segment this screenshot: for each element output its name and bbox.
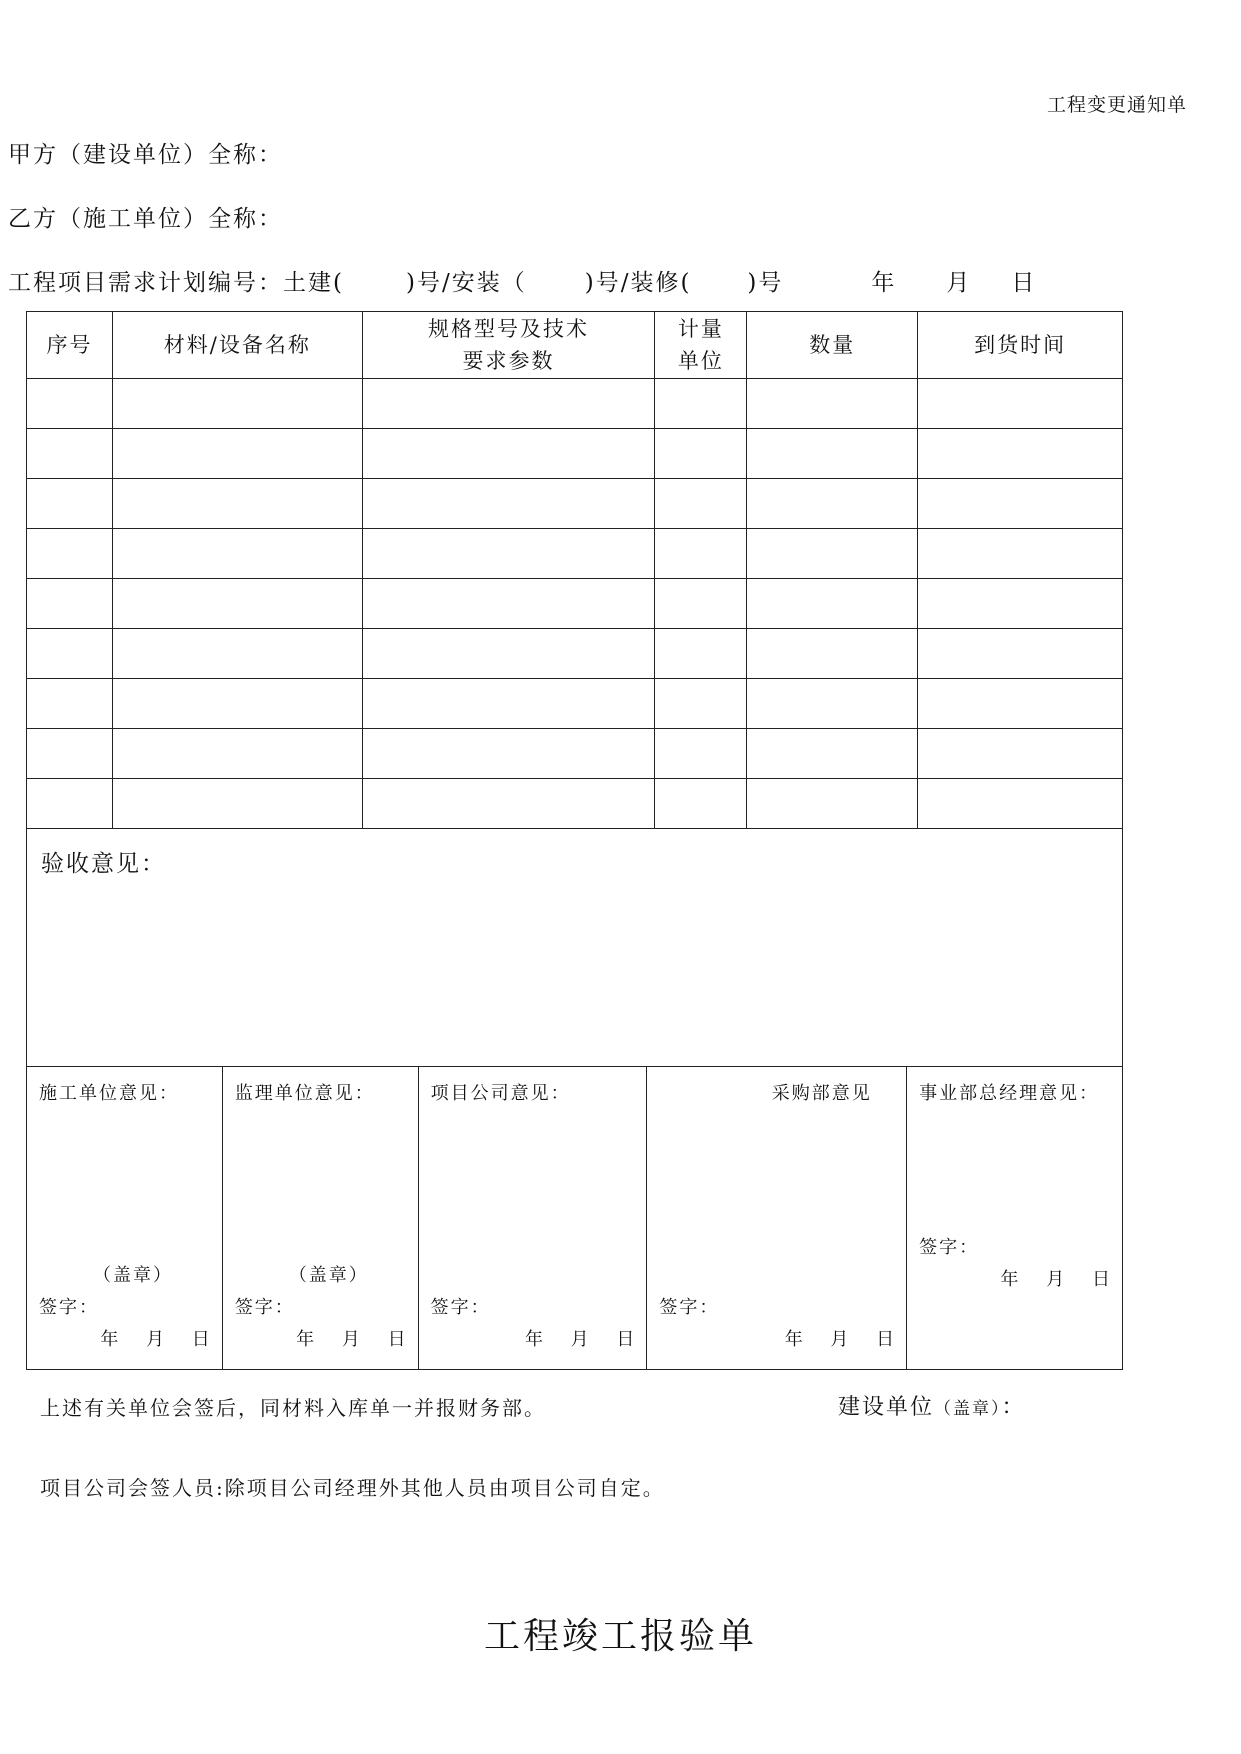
table-cell[interactable] [918,429,1123,479]
table-cell[interactable] [27,529,113,579]
plan-prefix: 工程项目需求计划编号：土建( [8,270,344,296]
table-cell[interactable] [655,779,747,829]
table-cell[interactable] [362,579,655,629]
contractor-title: 施工单位意见： [39,1083,179,1104]
table-cell[interactable] [747,429,918,479]
table-cell[interactable] [918,379,1123,429]
table-cell[interactable] [112,729,362,779]
table-cell[interactable] [27,779,113,829]
table-cell[interactable] [27,479,113,529]
table-cell[interactable] [112,529,362,579]
plan-install: )号/安装（ [405,270,527,296]
table-cell[interactable] [112,479,362,529]
table-cell[interactable] [27,429,113,479]
table-header-row [27,312,1123,379]
table-cell[interactable] [362,429,655,479]
table-cell[interactable] [747,579,918,629]
material-rows [27,379,1123,829]
purchasing-cell [647,1067,907,1370]
materials-table [26,311,1123,829]
header-spec-line1: 规格型号及技术 [428,317,590,341]
builder-seal: （盖章） [934,1399,1002,1419]
table-cell[interactable] [918,679,1123,729]
header-arrival: 到货时间 [918,312,1123,379]
completion-title: 工程竣工报验单 [483,1616,757,1657]
table-row [27,479,1123,529]
table-cell[interactable] [655,579,747,629]
table-cell[interactable] [362,379,655,429]
builder-seal-label [838,1390,1026,1421]
supervisor-seal: （盖章） [288,1265,369,1286]
table-cell[interactable] [918,629,1123,679]
table-cell[interactable] [747,679,918,729]
table-cell[interactable] [918,579,1123,629]
header-spec [362,312,655,379]
signature-row [27,1067,1123,1370]
project-company-date: 年 月 日 [524,1329,637,1350]
table-cell[interactable] [112,379,362,429]
plan-decor: )号/装修( [584,270,692,296]
table-cell[interactable] [362,779,655,829]
table-cell[interactable] [27,379,113,429]
project-company-cell [418,1067,647,1370]
table-cell[interactable] [655,529,747,579]
acceptance-label: 验收意见： [41,851,166,877]
party-b-label: 乙方（施工单位）全称： [8,206,283,232]
gm-date: 年 月 日 [1000,1269,1112,1290]
header-spec-line2: 要求参数 [462,349,555,373]
table-cell[interactable] [747,529,918,579]
header-qty: 数量 [747,312,918,379]
plan-day: 日 [1011,270,1037,296]
header-unit-line1: 计量 [677,317,724,341]
table-cell[interactable] [362,729,655,779]
contractor-cell [27,1067,223,1370]
header-seq: 序号 [27,312,113,379]
table-row [27,779,1123,829]
table-cell[interactable] [362,529,655,579]
acceptance-box [26,823,1123,1066]
plan-month: 月 [946,270,972,296]
purchasing-sign: 签字： [659,1297,720,1318]
signers-note: 项目公司会签人员:除项目公司经理外其他人员由项目公司自定。 [40,1476,665,1500]
table-cell[interactable] [655,629,747,679]
gm-title: 事业部总经理意见： [919,1083,1100,1104]
table-cell[interactable] [112,579,362,629]
table-cell[interactable] [747,729,918,779]
party-a-label: 甲方（建设单位）全称： [8,142,283,168]
supervisor-cell [222,1067,418,1370]
purchasing-title: 采购部意见 [771,1083,872,1104]
table-cell[interactable] [27,679,113,729]
table-cell[interactable] [747,629,918,679]
header-name: 材料/设备名称 [112,312,362,379]
table-cell[interactable] [918,779,1123,829]
table-row [27,429,1123,479]
gm-cell [907,1067,1123,1370]
table-cell[interactable] [362,629,655,679]
table-cell[interactable] [27,579,113,629]
table-row [27,629,1123,679]
table-cell[interactable] [655,379,747,429]
table-row [27,379,1123,429]
table-row [27,529,1123,579]
contractor-seal: （盖章） [93,1265,173,1286]
table-row [27,579,1123,629]
table-cell[interactable] [27,629,113,679]
table-cell[interactable] [112,679,362,729]
signature-table [26,1066,1123,1370]
table-cell[interactable] [655,479,747,529]
table-cell[interactable] [27,729,113,779]
table-cell[interactable] [747,779,918,829]
header-unit [655,312,747,379]
gm-sign: 签字： [919,1237,980,1258]
table-cell[interactable] [918,729,1123,779]
contractor-sign: 签字： [39,1297,99,1318]
project-company-title: 项目公司意见： [430,1083,571,1104]
countersign-note: 上述有关单位会签后，同材料入库单一并报财务部。 [40,1396,546,1420]
table-cell[interactable] [655,679,747,729]
table-cell[interactable] [655,729,747,779]
table-cell[interactable] [112,429,362,479]
project-company-sign: 签字： [430,1297,491,1318]
builder-label: 建设单位 [838,1395,935,1420]
header-unit-line2: 单位 [677,349,724,373]
header-note: 工程变更通知单 [1046,94,1187,116]
purchasing-date: 年 月 日 [784,1329,897,1350]
table-cell[interactable] [918,529,1123,579]
supervisor-date: 年 月 日 [296,1329,408,1350]
plan-end: )号 [747,270,784,296]
table-cell[interactable] [747,479,918,529]
table-cell[interactable] [112,779,362,829]
plan-year: 年 [871,270,897,296]
plan-number-line [8,264,1036,297]
table-row [27,679,1123,729]
table-cell[interactable] [362,679,655,729]
supervisor-title: 监理单位意见： [234,1083,375,1104]
table-row [27,729,1123,779]
table-cell[interactable] [655,429,747,479]
builder-colon: ： [1001,1395,1026,1420]
table-cell[interactable] [362,479,655,529]
table-cell[interactable] [918,479,1123,529]
table-cell[interactable] [747,379,918,429]
supervisor-sign: 签字： [234,1297,295,1318]
table-cell[interactable] [112,629,362,679]
contractor-date: 年 月 日 [100,1329,212,1350]
